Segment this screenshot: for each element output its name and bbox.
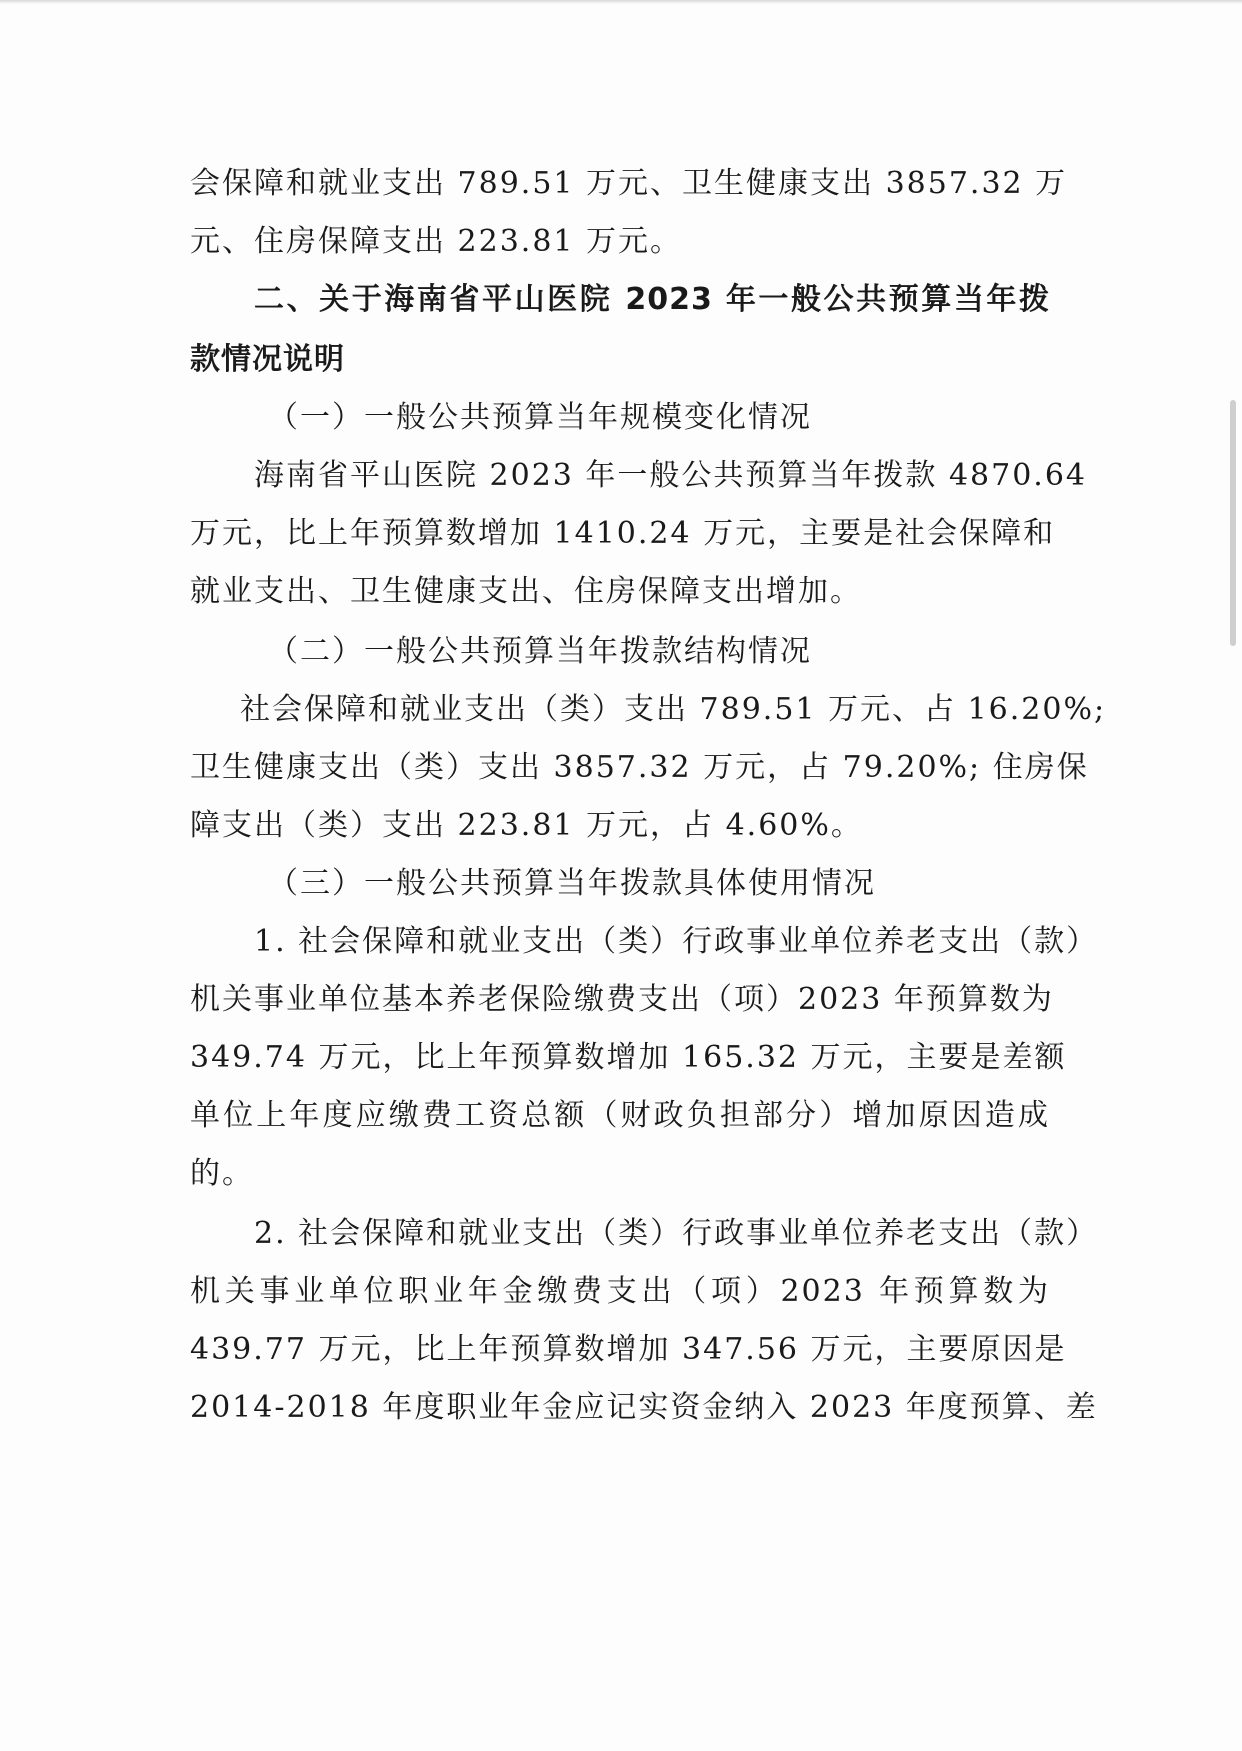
paragraph-line: 2014-2018 年度职业年金应记实资金纳入 2023 年度预算、差 xyxy=(190,1390,1098,1425)
paragraph-line: 障支出（类）支出 223.81 万元，占 4.60%。 xyxy=(190,808,863,843)
section-heading: 款情况说明 xyxy=(190,342,345,377)
paragraph-line: 2. 社会保障和就业支出（类）行政事业单位养老支出（款） xyxy=(254,1216,1099,1251)
paragraph-line: 就业支出、卫生健康支出、住房保障支出增加。 xyxy=(190,574,862,609)
paragraph-line: 439.77 万元，比上年预算数增加 347.56 万元，主要原因是 xyxy=(190,1332,1067,1367)
subsection-heading: （三）一般公共预算当年拨款具体使用情况 xyxy=(268,866,876,901)
paragraph-line: 的。 xyxy=(190,1156,254,1191)
paragraph-line: 卫生健康支出（类）支出 3857.32 万元，占 79.20%; 住房保 xyxy=(190,750,1089,785)
paragraph-line: 海南省平山医院 2023 年一般公共预算当年拨款 4870.64 xyxy=(254,458,1088,493)
paragraph-line: 会保障和就业支出 789.51 万元、卫生健康支出 3857.32 万 xyxy=(190,166,1068,201)
section-heading: 二、关于海南省平山医院 2023 年一般公共预算当年拨 xyxy=(254,282,1050,317)
paragraph-line: 单位上年度应缴费工资总额（财政负担部分）增加原因造成 xyxy=(190,1098,1050,1133)
page-top-edge xyxy=(0,0,1242,4)
paragraph-line: 社会保障和就业支出（类）支出 789.51 万元、占 16.20%; xyxy=(240,692,1107,727)
paragraph-line: 1. 社会保障和就业支出（类）行政事业单位养老支出（款） xyxy=(254,924,1099,959)
paragraph-line: 349.74 万元，比上年预算数增加 165.32 万元，主要是差额 xyxy=(190,1040,1067,1075)
paragraph-line: 万元，比上年预算数增加 1410.24 万元，主要是社会保障和 xyxy=(190,516,1056,551)
paragraph-line: 机关事业单位基本养老保险缴费支出（项）2023 年预算数为 xyxy=(190,982,1054,1017)
subsection-heading: （二）一般公共预算当年拨款结构情况 xyxy=(268,634,812,669)
paragraph-line: 元、住房保障支出 223.81 万元。 xyxy=(190,224,683,259)
scrollbar-thumb[interactable] xyxy=(1230,400,1236,646)
paragraph-line: 机关事业单位职业年金缴费支出（项）2023 年预算数为 xyxy=(190,1274,1050,1309)
subsection-heading: （一）一般公共预算当年规模变化情况 xyxy=(268,400,812,435)
